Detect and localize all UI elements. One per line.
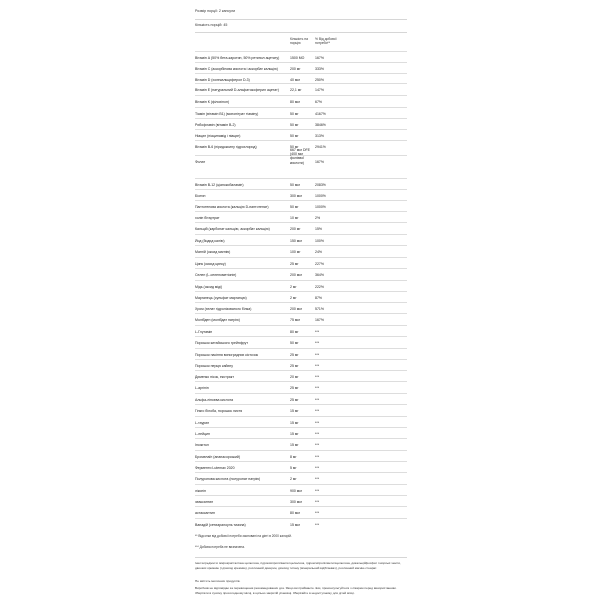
nutrient-daily-value: 67% bbox=[315, 100, 323, 104]
nutrient-daily-value: 87% bbox=[315, 296, 323, 300]
dairy-free-text: Не містить молочних продуктів. bbox=[195, 579, 241, 583]
nutrient-daily-value: *** bbox=[315, 375, 320, 379]
nutrient-name: астаксантин bbox=[195, 511, 215, 515]
nutrient-name: Полуронова кислота (полуронат натрію) bbox=[195, 477, 261, 481]
nutrient-name: Порошок китайського грейпфрут bbox=[195, 341, 248, 345]
nutrient-daily-value: *** bbox=[315, 443, 320, 447]
nutrient-daily-value: 15% bbox=[315, 227, 323, 231]
nutrient-name: Хром (хелат гідролізованого білка) bbox=[195, 307, 252, 311]
nutrient-daily-value: *** bbox=[315, 398, 320, 402]
table-row-divider bbox=[195, 427, 407, 428]
nutrient-daily-value: 1000% bbox=[315, 194, 326, 198]
table-row-divider bbox=[195, 381, 407, 382]
table-row-divider bbox=[195, 245, 407, 246]
nutrient-daily-value: 100% bbox=[315, 239, 324, 243]
nutrient-name: Біотин bbox=[195, 194, 206, 198]
table-row-divider bbox=[195, 348, 407, 349]
nutrient-name: Альфа-ліпоєва кислота bbox=[195, 398, 234, 402]
nutrient-daily-value: 4167% bbox=[315, 112, 326, 116]
footnote-daily-value: ** Відсотки від добової потреби засновані на дієті в 2000 калорій. bbox=[195, 534, 292, 538]
nutrient-amount: 20 мг bbox=[290, 375, 299, 379]
nutrient-name: Вітамін Е (натуральний D-альфатокоферил ацетат) bbox=[195, 88, 279, 92]
nutrient-amount: 80 мкг bbox=[290, 511, 301, 515]
table-row-divider bbox=[195, 450, 407, 451]
table-row-divider bbox=[195, 495, 407, 496]
nutrient-amount: 50 мкг bbox=[290, 183, 301, 187]
nutrient-daily-value: 571% bbox=[315, 307, 324, 311]
nutrient-amount: 200 мкг bbox=[290, 273, 303, 277]
table-row-divider bbox=[195, 95, 407, 96]
nutrient-daily-value: 1000% bbox=[315, 205, 326, 209]
nutrient-daily-value: *** bbox=[315, 409, 320, 413]
table-row-divider bbox=[195, 140, 407, 141]
nutrient-amount: 50 мг bbox=[290, 205, 299, 209]
nutrient-daily-value: 2083% bbox=[315, 183, 326, 187]
nutrient-name: Вітамін D (холекальциферол D-3) bbox=[195, 78, 250, 82]
nutrient-name: зеаксантин bbox=[195, 500, 214, 504]
nutrient-amount: 15 мг bbox=[290, 421, 299, 425]
table-row-divider bbox=[195, 107, 407, 108]
nutrient-amount: 15 мг bbox=[290, 409, 299, 413]
nutrient-daily-value: *** bbox=[315, 523, 320, 527]
table-row-divider bbox=[195, 291, 407, 292]
table-row-divider bbox=[195, 484, 407, 485]
nutrient-name: Йод (йодид калію) bbox=[195, 239, 225, 243]
nutrient-name: Дименко пісок, екстракт bbox=[195, 375, 234, 379]
supplement-facts-sheet bbox=[165, 0, 437, 600]
nutrient-name: Рибофлавін (вітамін В-2) bbox=[195, 123, 236, 127]
nutrient-amount: 150 мкг bbox=[290, 239, 303, 243]
nutrient-amount: 25 мг bbox=[290, 262, 299, 266]
nutrient-daily-value: *** bbox=[315, 421, 320, 425]
nutrient-daily-value: 3846% bbox=[315, 123, 326, 127]
table-row-divider bbox=[195, 280, 407, 281]
table-row-divider bbox=[195, 313, 407, 314]
table-row-divider bbox=[195, 129, 407, 130]
nutrient-name: Вітамін А (50% бета-каротин, 50% ретинол ацетату) bbox=[195, 56, 280, 60]
nutrient-name: Селен (L-селенометіонін) bbox=[195, 273, 237, 277]
nutrient-daily-value: 250% bbox=[315, 78, 324, 82]
nutrient-name: Тіамін (вітамін В1) (мононітрат тіаміну) bbox=[195, 112, 259, 116]
nutrient-amount: 15 мкг bbox=[290, 523, 301, 527]
table-row-divider bbox=[195, 472, 407, 473]
nutrient-daily-value: *** bbox=[315, 500, 320, 504]
table-row-divider bbox=[195, 222, 407, 223]
nutrient-daily-value: 147% bbox=[315, 88, 324, 92]
warning-text: Виробник не відповідає за перевищення рекомендованих доз. Якщо ви приймаєте ліки, проконсультуйтеся з лікарем перед використанням. Зберігати в сухому прохолодному місці, в щільно закритій упаковці. Зберігайте в недоступному для дітей місці. bbox=[195, 586, 397, 595]
nutrient-amount: 2 мг bbox=[290, 296, 297, 300]
nutrient-daily-value: 24% bbox=[315, 250, 323, 254]
nutrient-daily-value: *** bbox=[315, 341, 320, 345]
nutrient-name: L-аргінін bbox=[195, 386, 209, 390]
nutrient-name: Інозитол bbox=[195, 443, 209, 447]
nutrient-daily-value: 167% bbox=[315, 56, 324, 60]
nutrient-amount: 50 мг bbox=[290, 134, 299, 138]
nutrient-name: Мідь (оксид міді) bbox=[195, 285, 223, 289]
table-row-divider bbox=[195, 118, 407, 119]
header-divider bbox=[195, 32, 407, 33]
nutrient-name: холін бітартрат bbox=[195, 216, 220, 220]
table-row-divider bbox=[195, 518, 407, 519]
nutrient-name: Цинк (оксид цинку) bbox=[195, 262, 226, 266]
nutrient-name: Порошок перцю кайєну bbox=[195, 364, 233, 368]
nutrient-name: Вітамін С (аскорбінова кислота і аскорбат кальцію) bbox=[195, 67, 278, 71]
table-row-divider bbox=[195, 211, 407, 212]
nutrient-name: Кальцій (карбонат кальцію, аскорбат кальцію) bbox=[195, 227, 270, 231]
nutrient-daily-value: 2941% bbox=[315, 145, 326, 149]
nutrient-name: Вітамін В-12 (ціанокобаламін) bbox=[195, 183, 244, 187]
nutrient-daily-value: 364% bbox=[315, 273, 324, 277]
nutrient-daily-value: 2% bbox=[315, 216, 321, 220]
nutrient-amount: 8 мг bbox=[290, 455, 297, 459]
table-row-divider bbox=[195, 370, 407, 371]
nutrient-daily-value: 333% bbox=[315, 67, 324, 71]
nutrient-daily-value: 167% bbox=[315, 318, 324, 322]
table-row-divider bbox=[195, 178, 407, 179]
table-row-divider bbox=[195, 404, 407, 405]
nutrient-amount: 200 мкг bbox=[290, 307, 303, 311]
table-row-divider bbox=[195, 336, 407, 337]
table-row-divider bbox=[195, 461, 407, 462]
nutrient-amount: 50 мг bbox=[290, 341, 299, 345]
nutrient-amount: 5 мг bbox=[290, 466, 297, 470]
table-row-divider bbox=[195, 51, 407, 52]
table-row-divider bbox=[195, 234, 407, 235]
footnote-not-established: *** Добова потреба не визначена. bbox=[195, 545, 245, 549]
nutrient-name: Гінкго білоба, порошок листя bbox=[195, 409, 243, 413]
nutrient-amount: 100 мг bbox=[290, 250, 301, 254]
nutrient-name: L-таурин bbox=[195, 421, 210, 425]
nutrient-daily-value: *** bbox=[315, 353, 320, 357]
nutrient-amount: 50 мг bbox=[290, 112, 299, 116]
nutrient-amount: 300 мкг bbox=[290, 194, 303, 198]
nutrient-daily-value: *** bbox=[315, 455, 320, 459]
nutrient-daily-value: *** bbox=[315, 386, 320, 390]
table-row-divider bbox=[195, 416, 407, 417]
nutrient-name: Порошок насіння виноградних кісточок bbox=[195, 353, 259, 357]
nutrient-daily-value: *** bbox=[315, 511, 320, 515]
nutrient-name: Магній (оксид магнію) bbox=[195, 250, 231, 254]
nutrient-amount: 80 мкг bbox=[290, 100, 301, 104]
nutrient-daily-value: *** bbox=[315, 364, 320, 368]
table-row-divider bbox=[195, 62, 407, 63]
nutrient-amount: 80 мг bbox=[290, 330, 299, 334]
nutrient-daily-value: *** bbox=[315, 432, 320, 436]
table-row-divider bbox=[195, 359, 407, 360]
nutrient-amount: 75 мкг bbox=[290, 318, 301, 322]
nutrient-name: L-Глутамін bbox=[195, 330, 213, 334]
nutrient-name: Бромелаїн (ананасорський) bbox=[195, 455, 241, 459]
nutrient-amount: 2 мг bbox=[290, 285, 297, 289]
nutrient-name: Ванадій (сетиаралоуль тиазна) bbox=[195, 523, 246, 527]
nutrient-name: Фолат bbox=[195, 160, 206, 164]
nutrient-daily-value: *** bbox=[315, 489, 320, 493]
nutrient-amount: 25 мг bbox=[290, 364, 299, 368]
nutrient-name: лікопін bbox=[195, 489, 206, 493]
table-row-divider bbox=[195, 325, 407, 326]
nutrient-daily-value: *** bbox=[315, 330, 320, 334]
nutrient-name: L-лейцин bbox=[195, 432, 210, 436]
nutrient-name: Ферменти Lutemax 2020 bbox=[195, 466, 235, 470]
nutrient-amount: 40 мкг bbox=[290, 78, 301, 82]
nutrient-amount: 50 мг bbox=[290, 123, 299, 127]
nutrient-name: Вітамін В-6 (піридоксину гідрохлорид) bbox=[195, 145, 257, 149]
nutrient-daily-value: *** bbox=[315, 477, 320, 481]
table-row-divider bbox=[195, 302, 407, 303]
other-ingredients-text: Інші інгредієнти: мікрокристалічна целюлоза, гідроксипропілметилцелюлоза, гідроксипропілметилцелюлоза, дикальційфосфат і морські ченіти, двоокис кремнію (і діоксид кремнію), рослинний дикерин, діоксид титану (мінеральний відбілювач), рослинний магнію стеарат. bbox=[195, 561, 401, 570]
nutrient-amount: 200 мг bbox=[290, 227, 301, 231]
table-row-divider bbox=[195, 83, 407, 84]
footnote-divider bbox=[195, 557, 407, 558]
nutrient-name: Вітамін К (філохінон) bbox=[195, 100, 230, 104]
nutrient-daily-value: 167% bbox=[315, 160, 324, 164]
nutrient-name: Молібден (молібдат натрію) bbox=[195, 318, 240, 322]
nutrient-name: Пантотенова кислота (кальцію D-пантотенат) bbox=[195, 205, 269, 209]
servings-count: Кількість порцій: 45 bbox=[195, 23, 228, 27]
nutrient-amount: 25 мг bbox=[290, 386, 299, 390]
nutrient-amount: 200 мг bbox=[290, 67, 301, 71]
nutrient-amount: 15 мг bbox=[290, 432, 299, 436]
table-row-divider bbox=[195, 200, 407, 201]
nutrient-amount: 10 мг bbox=[290, 216, 299, 220]
table-row-divider bbox=[195, 268, 407, 269]
amount-column-header: Кількість на порцію bbox=[290, 37, 308, 45]
nutrient-name: Ніацин (ніацинамід і ніацин) bbox=[195, 134, 241, 138]
nutrient-amount: 1500 МО bbox=[290, 56, 305, 60]
serving-size: Розмір порції: 2 капсули bbox=[195, 9, 236, 13]
table-row-divider bbox=[195, 438, 407, 439]
nutrient-amount: 15 мг bbox=[290, 443, 299, 447]
nutrient-amount: 667 мкг DFE (400 мкг фолієвої кислоти) bbox=[290, 148, 310, 165]
nutrient-daily-value: 313% bbox=[315, 134, 324, 138]
header-divider bbox=[195, 19, 407, 20]
nutrient-amount: 2 мг bbox=[290, 477, 297, 481]
nutrient-daily-value: 227% bbox=[315, 262, 324, 266]
nutrient-daily-value: *** bbox=[315, 466, 320, 470]
table-row-divider bbox=[195, 506, 407, 507]
nutrient-amount: 50 мг bbox=[290, 145, 299, 149]
table-row-divider bbox=[195, 257, 407, 258]
table-row-divider bbox=[195, 393, 407, 394]
dv-column-header: % Від добової потреби** bbox=[315, 37, 337, 45]
nutrient-amount: 25 мг bbox=[290, 398, 299, 402]
nutrient-amount: 25 мг bbox=[290, 353, 299, 357]
table-row-divider bbox=[195, 189, 407, 190]
nutrient-amount: 22,1 мг bbox=[290, 88, 302, 92]
nutrient-name: Марганець (сульфат марганцю) bbox=[195, 296, 247, 300]
nutrient-daily-value: 222% bbox=[315, 285, 324, 289]
table-row-divider bbox=[195, 73, 407, 74]
nutrient-amount: 300 мкг bbox=[290, 500, 303, 504]
nutrient-amount: 900 мкг bbox=[290, 489, 303, 493]
